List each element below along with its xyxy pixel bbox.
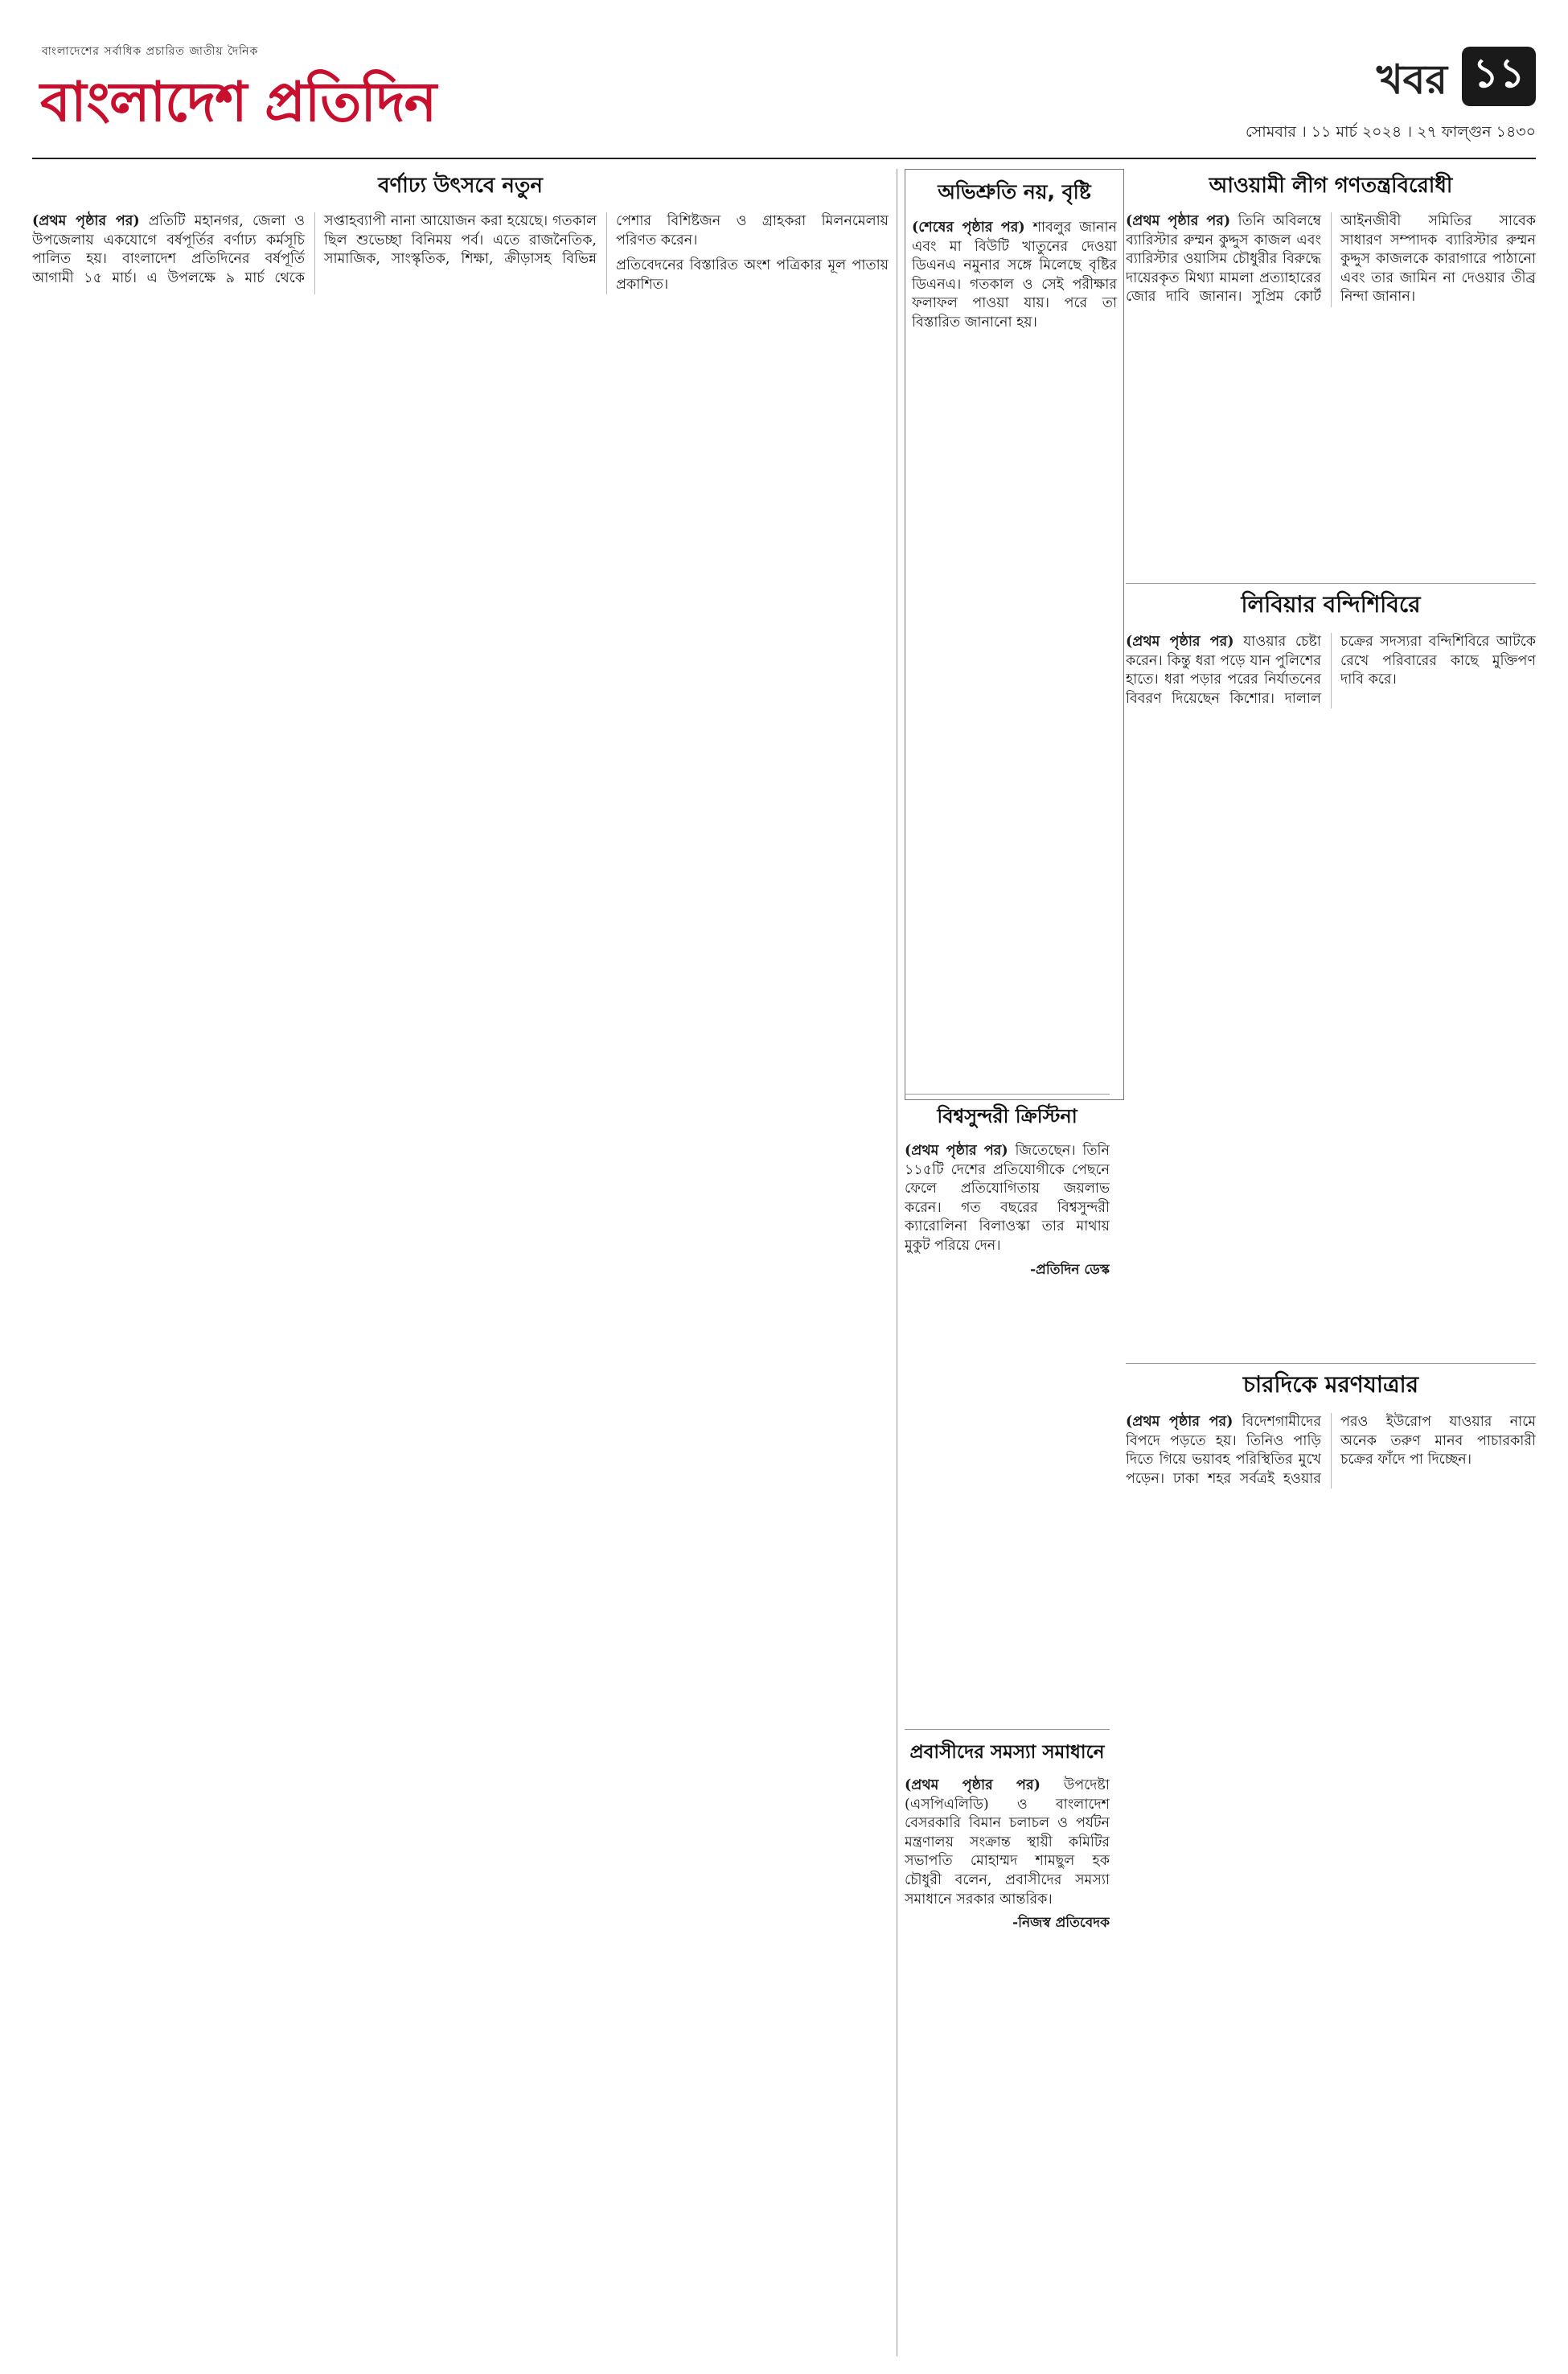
masthead-rule bbox=[32, 158, 1536, 159]
story-libya bbox=[1126, 587, 1536, 1359]
headline: বর্ণাঢ্য উৎসবে নতুন bbox=[378, 174, 543, 198]
story-lead: (প্রথম পৃষ্ঠার পর) bbox=[32, 213, 140, 229]
story-chardike bbox=[1126, 1367, 1536, 2356]
story-lead: (প্রথম পৃষ্ঠার পর) bbox=[905, 1143, 1008, 1159]
story-awami bbox=[1126, 169, 1536, 579]
section-name: খবর bbox=[1376, 56, 1447, 103]
story-filler: প্রতিবেদনের বিস্তারিত অংশ পত্রিকার মূল পাতায় প্রকাশিত। bbox=[616, 257, 889, 293]
story-text: প্রতিটি মহানগর, জেলা ও উপজেলায় একযোগে বর্ষপূর্তির বর্ণাঢ্য কর্মসূচি পালিত হয়। বাংলাদেশ প্রতিদিনের বর্ষপূর্তি আগামী ১৫ মার্চ। এ উপলক্ষে ৯ মার্চ থেকে সপ্তাহব্যাপী নানা আয়োজন করা হয়েছে। গতকাল ছিল শুভেচ্ছা বিনিময় পর্ব। এতে রাজনৈতিক, সামাজিক, সাংস্কৃতিক, শিক্ষা, ক্রীড়াসহ বিভিন্ন পেশার বিশিষ্টজন ও গ্রাহকরা মিলনমেলায় পরিণত করেন। bbox=[32, 213, 889, 286]
story-divider bbox=[905, 1094, 1110, 1095]
masthead bbox=[0, 0, 1568, 169]
story-text: বিদেশগামীদের বিপদে পড়তে হয়। তিনিও পাড়ি দিতে গিয়ে ভয়াবহ পরিস্থিতির মুখে পড়েন। ঢাকা শহর সর্বত্রই হওয়ার পরও ইউরোপ যাওয়ার নামে অনেক তরুণ মানব পাচারকারী চক্রের ফাঁদে পা দিচ্ছেন। bbox=[1126, 1414, 1536, 1487]
newspaper-logo: বাংলাদেশ প্রতিদিন bbox=[40, 71, 437, 134]
date-line: সোমবার । ১১ মার্চ ২০২৪ । ২৭ ফাল্গুন ১৪৩০ bbox=[1246, 123, 1536, 141]
story-divider bbox=[1126, 583, 1536, 584]
headline: প্রবাসীদের সমস্যা সমাধানে bbox=[909, 1742, 1105, 1763]
story-lead: (শেষের পৃষ্ঠার পর) bbox=[912, 220, 1025, 236]
story-promise bbox=[905, 169, 1124, 1100]
story-divider bbox=[1126, 1363, 1536, 1364]
story-text: উপদেষ্টা (এসপিএলিডি) ও বাংলাদেশ বেসরকারি বিমান চলাচল ও পর্যটন মন্ত্রণালয় সংক্রান্ত স্থায়ী কমিটির সভাপতি মোহাম্মদ শামছুল হক চৌধুরী বলেন, প্রবাসীদের সমস্যা সমাধানে সরকার আন্তরিক। bbox=[905, 1777, 1110, 1908]
story-body bbox=[905, 1776, 1110, 1933]
story-lead: (প্রথম পৃষ্ঠার পর) bbox=[1126, 634, 1234, 650]
headline: লিবিয়ার বন্দিশিবিরে bbox=[1241, 591, 1421, 618]
story-lead: (প্রথম পৃষ্ঠার পর) bbox=[1126, 1414, 1233, 1430]
story-body bbox=[905, 1142, 1110, 1279]
story-borno bbox=[32, 169, 889, 2356]
headline: অভিশ্রুতি নয়, বৃষ্টি bbox=[938, 180, 1091, 203]
story-credit: -নিজস্ব প্রতিবেদক bbox=[1012, 1915, 1110, 1932]
headline: বিশ্বসুন্দরী ক্রিস্টিনা bbox=[937, 1105, 1077, 1127]
story-crystina bbox=[905, 1102, 1110, 1725]
story-text: তিনি অবিলম্বে ব্যারিস্টার রুম্মন কুদ্দুস কাজল এবং ব্যারিস্টার ওয়াসিম চৌধুরীর বিরুদ্ধে দায়েরকৃত মিথ্যা মামলা প্রত্যাহারের জোর দাবি জানান। সুপ্রিম কোর্ট আইনজীবী সমিতির সাবেক সাধারণ সম্পাদক ব্যারিস্টার রুম্মন কুদ্দুস কাজলকে কারাগারে পাঠানো এবং তার জামিন না দেওয়ার তীব্র নিন্দা জানান। bbox=[1126, 213, 1536, 306]
headline: আওয়ামী লীগ গণতন্ত্রবিরোধী bbox=[1209, 174, 1453, 198]
story-body bbox=[1126, 1413, 1536, 1489]
story-lead: (প্রথম পৃষ্ঠার পর) bbox=[905, 1777, 1041, 1793]
story-body bbox=[1126, 633, 1536, 709]
headline: চারদিকে মরণযাত্রার bbox=[1242, 1371, 1419, 1398]
story-lead: (প্রথম পৃষ্ঠার পর) bbox=[1126, 213, 1231, 229]
story-text: জিতেছেন। তিনি ১১৫টি দেশের প্রতিযোগীকে পেছনে ফেলে প্রতিযোগিতায় জয়লাভ করেন। গত বছরের বিশ্বসুন্দরী ক্যারোলিনা বিলাওস্কা তার মাথায় মুকুট পরিয়ে দেন। bbox=[905, 1143, 1110, 1254]
story-body bbox=[1126, 212, 1536, 307]
page-number-badge: ১১ bbox=[1462, 47, 1536, 106]
story-credit: -প্রতিদিন ডেস্ক bbox=[1030, 1261, 1110, 1278]
story-divider bbox=[905, 1729, 1110, 1730]
masthead-tagline: বাংলাদেশের সর্বাধিক প্রচারিত জাতীয় দৈনিক bbox=[42, 45, 259, 58]
story-body bbox=[32, 212, 889, 294]
story-text: যাওয়ার চেষ্টা করেন। কিন্তু ধরা পড়ে যান পুলিশের হাতে। ধরা পড়ার পরের নির্যাতনের বিবরণ দিয়েছেন কিশোর। দালাল চক্রের সদস্যরা বন্দিশিবিরে আটকে রেখে পরিবারের কাছে মুক্তিপণ দাবি করে। bbox=[1126, 634, 1536, 707]
story-text: শাবলুর জানান এবং মা বিউটি খাতুনের দেওয়া ডিএনএ নমুনার সঙ্গে মিলেছে বৃষ্টির ডিএনএ। গতকাল ও সেই পরীক্ষার ফলাফল পাওয়া যায়। পরে তা বিস্তারিত জানানো হয়। bbox=[912, 220, 1117, 331]
story-probashi bbox=[905, 1737, 1110, 2356]
story-body bbox=[912, 219, 1117, 333]
